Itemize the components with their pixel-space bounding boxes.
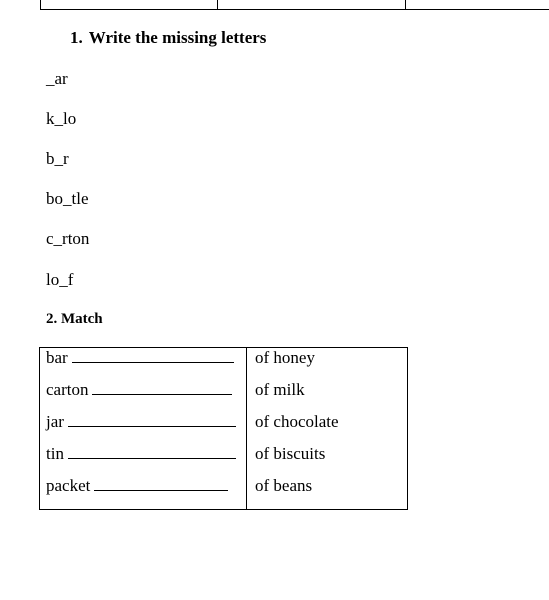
missing-letter-word: lo_f [46, 270, 74, 289]
missing-letter-word: k_lo [46, 109, 77, 128]
answer-blank-line[interactable] [72, 348, 234, 363]
match-word: jar [46, 412, 64, 431]
match-right-item: of honey [255, 348, 315, 367]
match-table-divider [246, 348, 247, 509]
exercise-1-heading [70, 28, 266, 48]
match-word: bar [46, 348, 68, 367]
match-left-item [46, 476, 228, 496]
match-left-item [46, 380, 232, 400]
previous-table-edge [40, 0, 549, 10]
match-left-item [46, 444, 236, 464]
answer-blank-line[interactable] [94, 476, 228, 491]
match-right-item: of beans [255, 476, 313, 495]
exercise-2-heading: 2. Match [46, 311, 103, 327]
match-word: packet [46, 476, 91, 495]
missing-letter-word: c_rton [46, 229, 90, 248]
missing-letter-word: _ar [46, 69, 68, 88]
match-left-item [46, 348, 234, 368]
missing-letter-word: b_r [46, 149, 69, 168]
answer-blank-line[interactable] [92, 380, 232, 395]
match-right-item: of milk [255, 380, 305, 399]
answer-blank-line[interactable] [68, 444, 236, 459]
match-table [39, 347, 408, 510]
match-word: tin [46, 444, 64, 463]
exercise-1-title: Write the missing letters [88, 28, 267, 47]
match-left-item [46, 412, 236, 432]
match-right-item: of biscuits [255, 444, 326, 463]
answer-blank-line[interactable] [68, 412, 236, 427]
table-column-divider [217, 0, 218, 9]
missing-letter-word: bo_tle [46, 189, 89, 208]
table-column-divider [405, 0, 406, 9]
exercise-1-number: 1. [70, 28, 83, 47]
match-word: carton [46, 380, 89, 399]
match-right-item: of chocolate [255, 412, 339, 431]
